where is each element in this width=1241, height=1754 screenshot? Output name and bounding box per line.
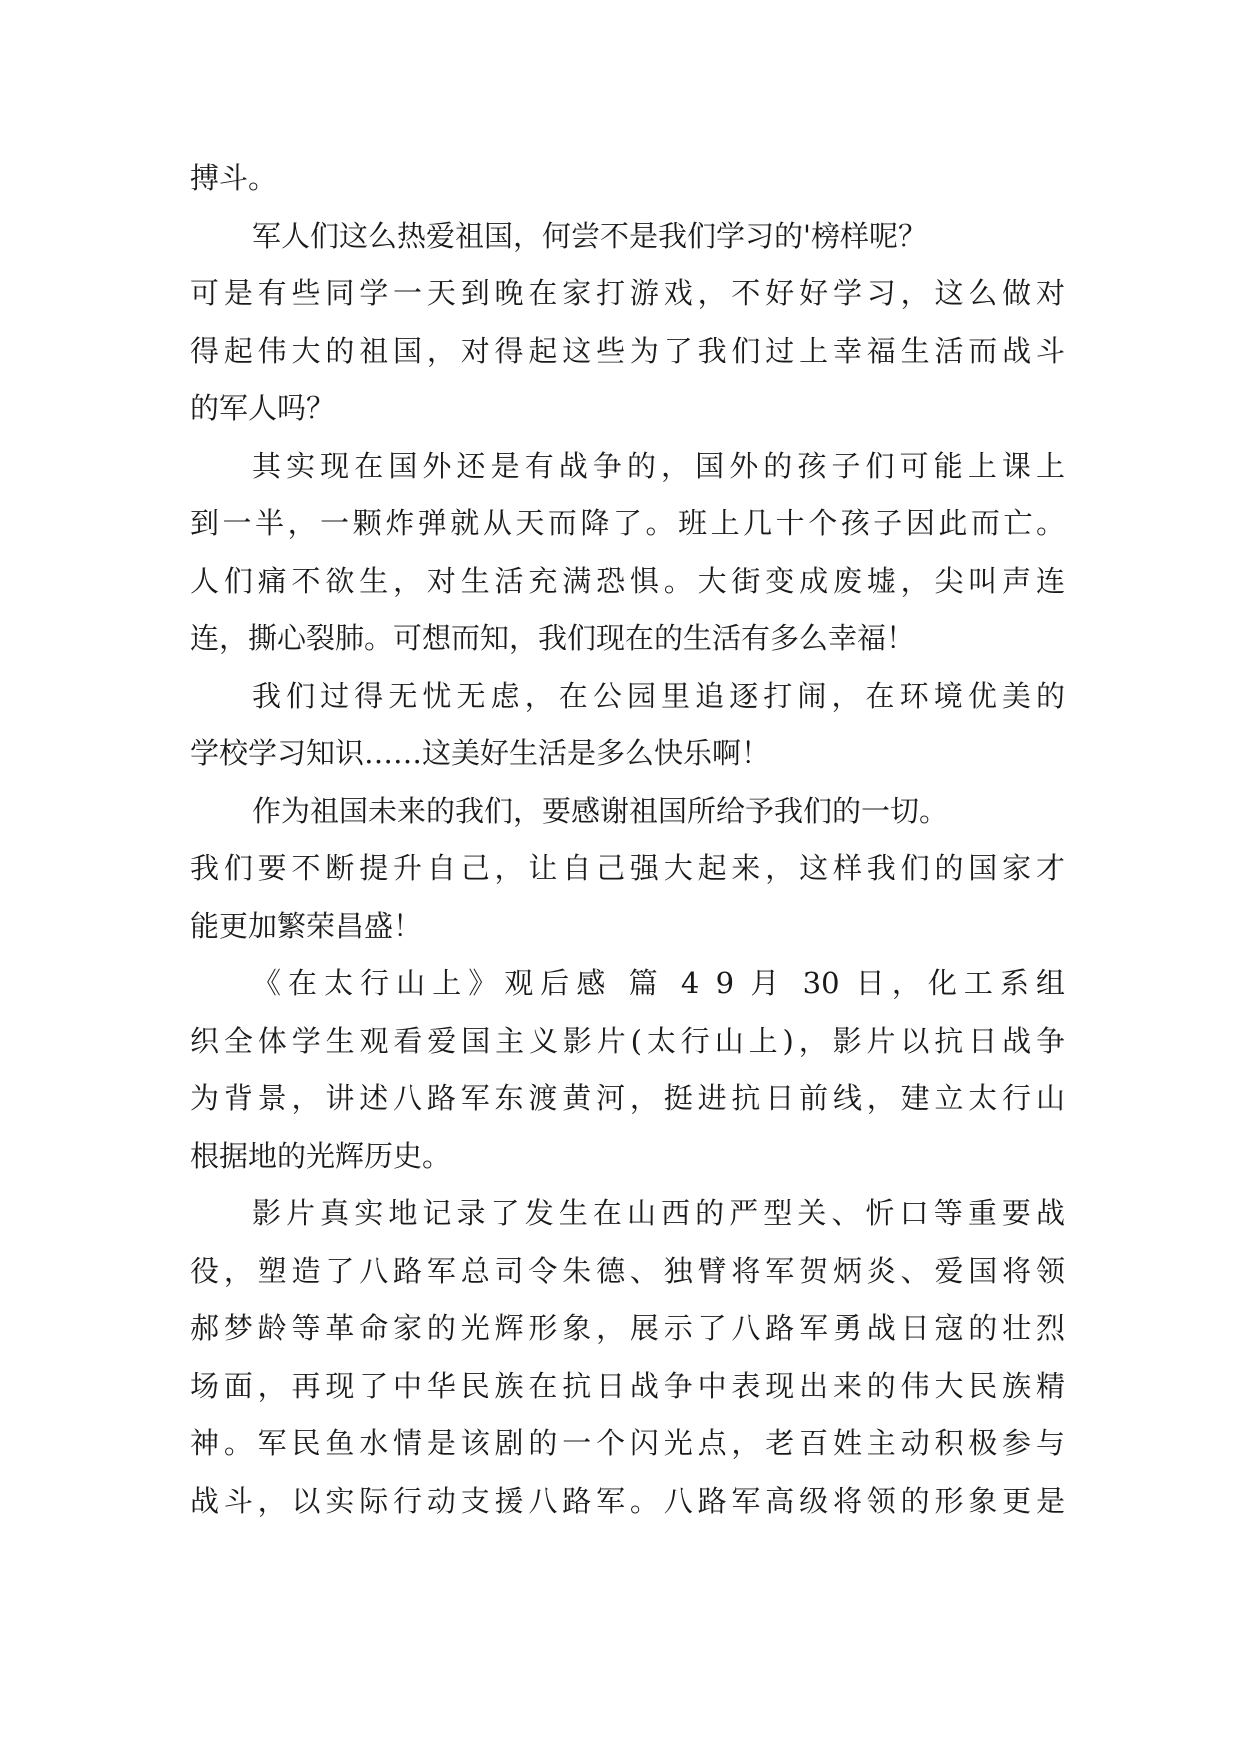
text-line: 我们要不断提升自己，让自己强大起来，这样我们的国家才 xyxy=(190,851,1065,885)
text-line: 人们痛不欲生，对生活充满恐惧。大街变成废墟，尖叫声连 xyxy=(190,563,1065,598)
text-line: 可是有些同学一天到晚在家打游戏，不好好学习，这么做对 xyxy=(190,276,1065,310)
text-line: 到一半，一颗炸弹就从天而降了。班上几十个孩子因此而亡。 xyxy=(190,506,1065,540)
text-line: 连，撕心裂肺。可想而知，我们现在的生活有多么幸福！ xyxy=(190,621,916,655)
text-line: 根据地的光辉历史。 xyxy=(190,1138,452,1173)
text-line: 场面，再现了中华民族在抗日战争中表现出来的伟大民族精 xyxy=(190,1368,1065,1403)
text-line: 影片真实地记录了发生在山西的严型关、忻口等重要战 xyxy=(252,1196,1065,1230)
text-line: 作为祖国未来的我们，要感谢祖国所给予我们的一切。 xyxy=(252,793,949,828)
text-line: 战斗，以实际行动支援八路军。八路军高级将领的形象更是 xyxy=(190,1483,1065,1518)
text-line: 役，塑造了八路军总司令朱德、独臂将军贺炳炎、爱国将领 xyxy=(190,1253,1065,1288)
text-line: 织全体学生观看爱国主义影片(太行山上)，影片以抗日战争 xyxy=(190,1023,1065,1058)
text-line: 我们过得无忧无虑，在公园里追逐打闹，在环境优美的 xyxy=(252,678,1065,713)
text-line: 能更加繁荣昌盛！ xyxy=(190,908,423,943)
text-line: 郝梦龄等革命家的光辉形象，展示了八路军勇战日寇的壮烈 xyxy=(190,1311,1065,1345)
body-text xyxy=(190,150,1065,1530)
text-line: 神。军民鱼水情是该剧的一个闪光点，老百姓主动积极参与 xyxy=(190,1426,1065,1460)
text-line: 得起伟大的祖国，对得起这些为了我们过上幸福生活而战斗 xyxy=(190,333,1065,368)
article-heading-line: 《在太行山上》观后感 篇 4 9 月 30 日，化工系组 xyxy=(252,966,1065,1000)
text-line: 的军人吗？ xyxy=(190,391,336,425)
text-line: 搏斗。 xyxy=(190,161,278,195)
text-line: 为背景，讲述八路军东渡黄河，挺进抗日前线，建立太行山 xyxy=(190,1081,1065,1115)
text-line: 军人们这么热爱祖国，何尝不是我们学习的'榜样呢？ xyxy=(252,218,927,253)
text-line: 其实现在国外还是有战争的，国外的孩子们可能上课上 xyxy=(252,448,1065,483)
text-line: 学校学习知识……这美好生活是多么快乐啊！ xyxy=(190,736,771,770)
